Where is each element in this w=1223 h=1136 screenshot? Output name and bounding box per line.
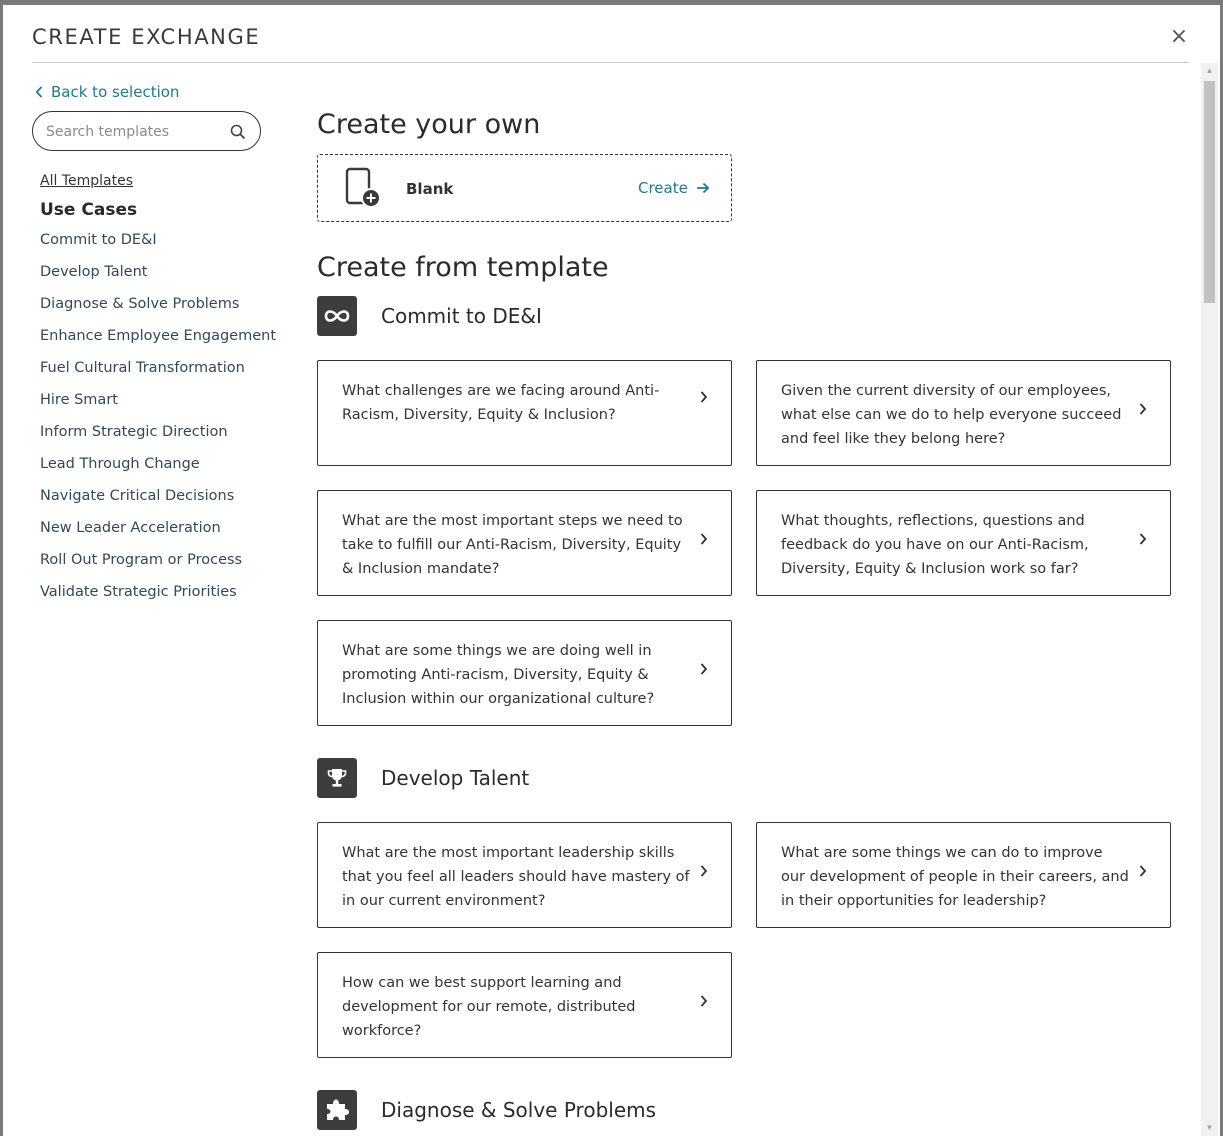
sidebar-item-hire-smart[interactable]: Hire Smart [40,392,118,408]
new-document-icon [344,167,384,209]
template-card[interactable] [317,490,732,596]
chevron-left-icon [35,86,43,98]
template-card[interactable] [317,952,732,1058]
infinity-icon [317,296,357,336]
sidebar-item-lead-change[interactable]: Lead Through Change [40,456,200,472]
template-card[interactable] [317,822,732,928]
template-card[interactable] [317,360,732,466]
template-card[interactable] [756,822,1171,928]
chevron-right-icon [699,661,709,677]
section-title: Diagnose & Solve Problems [381,1098,657,1122]
sidebar-item-commit-dei[interactable]: Commit to DE&I [40,232,157,248]
section-header-develop-talent [317,758,529,798]
section-header-commit-dei [317,296,542,336]
sidebar-item-roll-out[interactable]: Roll Out Program or Process [40,552,243,568]
use-cases-heading: Use Cases [40,200,138,220]
chevron-right-icon [1138,401,1148,417]
modal-title: CREATE EXCHANGE [32,25,261,49]
scroll-down-arrow-icon[interactable]: ▼ [1205,1123,1214,1132]
template-card[interactable] [756,360,1171,466]
template-card[interactable] [317,620,732,726]
create-exchange-modal [3,5,1220,1136]
arrow-right-icon [696,182,710,194]
section-title: Develop Talent [381,766,530,790]
chevron-right-icon [1138,531,1148,547]
blank-label: Blank [406,180,454,198]
back-to-selection-link[interactable] [35,83,179,101]
template-question: What are some things we can do to improve our development of people in their careers, and in their opportunities for leadership? [781,845,1129,909]
sidebar-item-critical-decisions[interactable]: Navigate Critical Decisions [40,488,235,504]
all-templates-link[interactable]: All Templates [40,173,133,189]
sidebar-item-strategic-priorities[interactable]: Validate Strategic Priorities [40,584,237,600]
sidebar-item-cultural-transformation[interactable]: Fuel Cultural Transformation [40,360,245,376]
template-question: What are the most important steps we need to take to fulfill our Anti-Racism, Diversity, Equity & Inclusion mandate? [342,513,683,577]
template-question: How can we best support learning and development for our remote, distributed workforce? [342,975,636,1039]
section-header-diagnose-solve [317,1090,656,1130]
template-card[interactable] [756,490,1171,596]
search-input[interactable] [46,121,226,143]
modal-header [32,5,1189,63]
section-title: Commit to DE&I [381,304,542,328]
sidebar-item-new-leader[interactable]: New Leader Acceleration [40,520,221,536]
create-from-template-heading: Create from template [317,252,609,283]
scroll-thumb[interactable] [1204,81,1215,303]
close-button[interactable]: × [1169,24,1189,49]
chevron-right-icon [699,863,709,879]
use-case-list [40,226,276,610]
template-question: What thoughts, reflections, questions and feedback do you have on our Anti-Racism, Diversity, Equity & Inclusion work so far? [781,513,1089,577]
trophy-icon [317,758,357,798]
chevron-right-icon [699,389,709,405]
sidebar-nav [40,170,276,610]
chevron-right-icon [699,993,709,1009]
puzzle-icon [317,1090,357,1130]
create-your-own-heading: Create your own [317,109,541,140]
search-box[interactable] [32,111,261,151]
sidebar-item-develop-talent[interactable]: Develop Talent [40,264,148,280]
chevron-right-icon [1138,863,1148,879]
back-to-selection-label: Back to selection [51,83,180,101]
sidebar-item-employee-engagement[interactable]: Enhance Employee Engagement [40,328,277,344]
chevron-right-icon [699,531,709,547]
create-blank-link[interactable] [638,179,710,197]
sidebar-item-diagnose-solve[interactable]: Diagnose & Solve Problems [40,296,240,312]
create-label: Create [638,179,688,197]
template-question: What are some things we are doing well in promoting Anti-racism, Diversity, Equity & Inclusion within our organizational culture? [342,643,655,707]
template-question: What challenges are we facing around Anti-Racism, Diversity, Equity & Inclusion? [342,383,660,423]
template-question: What are the most important leadership skills that you feel all leaders should have mastery of in our current environment? [342,845,690,909]
template-question: Given the current diversity of our employees, what else can we do to help everyone succeed and feel like they belong here? [781,383,1122,447]
sidebar-item-strategic-direction[interactable]: Inform Strategic Direction [40,424,228,440]
search-icon[interactable] [229,123,247,141]
vertical-scrollbar[interactable] [1201,63,1218,1136]
scroll-up-arrow-icon[interactable]: ▲ [1205,66,1214,75]
blank-card[interactable] [317,154,732,222]
